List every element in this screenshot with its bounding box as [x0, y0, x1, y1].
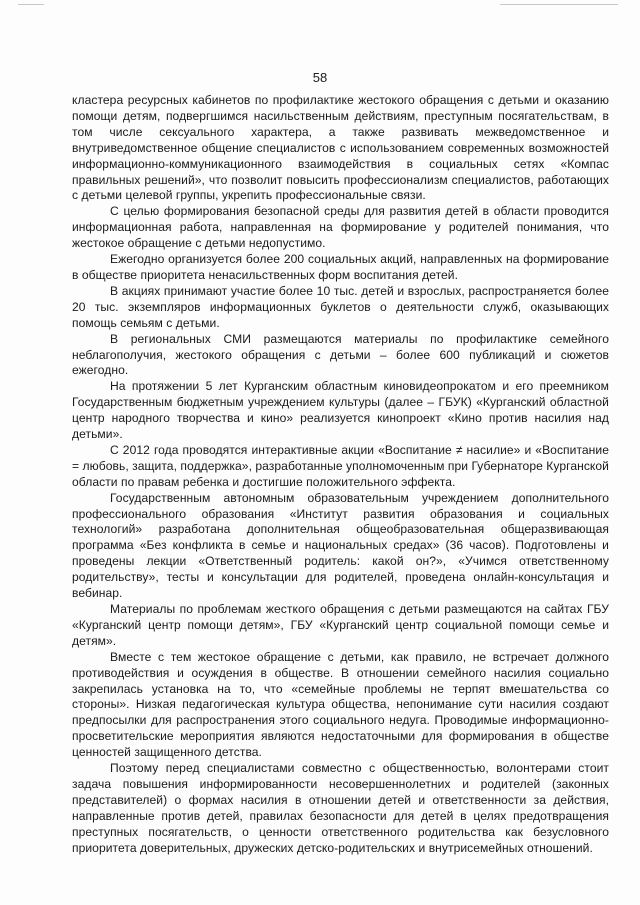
scan-artifact-mark — [18, 4, 44, 5]
paragraph: В акциях принимают участие более 10 тыс. детей и взрослых, распространяется более 20 тыс. экземпляров информационных буклетов о деятельности служб, оказывающих помощь семьям с детьми. — [72, 283, 609, 330]
paragraph: кластера ресурсных кабинетов по профилактике жестокого обращения с детьми и оказанию помощи детям, подвергшимся насильственным действиям, преступным посягательствам, в том числе сексуального характера, а также развивать межведомственное и внутриведомственное общение специалистов с использованием современных возможностей информационно-коммуникационного взаимодействия в социальных сетях «Компас правильных решений», что позволит повысить профессионализм специалистов, работающих с детьми целевой группы, укрепить профессиональные связи. — [72, 93, 609, 203]
paragraph: На протяжении 5 лет Курганским областным киновидеопрокатом и его преемником Государственным бюджетным учреждением культуры (далее – ГБУК) «Курганский областной центр народного творчества и кино» реализуется кинопроект «Кино против насилия над детьми». — [72, 379, 609, 442]
paragraph: С целью формирования безопасной среды для развития детей в области проводится информационная работа, направленная на формирование у родителей понимания, что жестокое обращение с детьми недопустимо. — [72, 204, 609, 251]
paragraph: Поэтому перед специалистами совместно с общественностью, волонтерами стоит задача повышения информированности несовершеннолетних и родителей (законных представителей) о формах насилия в отношении детей и ответственности за действия, направленные против детей, правилах безопасности для детей в целях предотвращения преступных посягательств, о ценности ответственного родительства как безусловного приоритета доверительных, дружеских детско-родительских и внутрисемейных отношений. — [72, 761, 609, 855]
paragraph: Государственным автономным образовательным учреждением дополнительного профессионального образования «Институт развития образования и социальных технологий» разработана дополнительная общеобразовательная общеразвивающая программа «Без конфликта в семье и национальных средах» (36 часов). Подготовлены и проведены лекции «Ответственный родитель: какой он?», «Учимся ответственному родительству», тесты и консультации для родителей, проведена онлайн-консультация и вебинар. — [72, 490, 609, 601]
page-number: 58 — [312, 70, 328, 85]
paragraph: Материалы по проблемам жесткого обращения с детьми размещаются на сайтах ГБУ «Курганский центр помощи детям», ГБУ «Курганский центр социальной помощи семье и детям». — [72, 602, 609, 648]
paragraph: С 2012 года проводятся интерактивные акции «Воспитание ≠ насилие» и «Воспитание = любовь, защита, поддержка», разработанные уполномоченным при Губернаторе Курганской области по правам ребенка и достигшие положительного эффекта. — [72, 442, 609, 489]
scan-artifact-mark — [500, 4, 618, 5]
document-body — [72, 93, 609, 857]
paragraph: Вместе с тем жестокое обращение с детьми, как правило, не встречает должного противодействия и осуждения в обществе. В отношении семейного насилия социально закрепилась установка на то, что «семейные проблемы не терпят вмешательства со стороны». Низкая педагогическая культура общества, непонимание сути насилия создают предпосылки для распространения этого социального недуга. Проводимые информационно-просветительские мероприятия являются недостаточными для формирования в обществе ценностей защищенного детства. — [72, 649, 609, 760]
paragraph: В региональных СМИ размещаются материалы по профилактике семейного неблагополучия, жестокого обращения с детьми – более 600 публикаций и сюжетов ежегодно. — [72, 331, 609, 378]
paragraph: Ежегодно организуется более 200 социальных акций, направленных на формирование в обществе приоритета ненасильственных форм воспитания детей. — [72, 252, 609, 282]
